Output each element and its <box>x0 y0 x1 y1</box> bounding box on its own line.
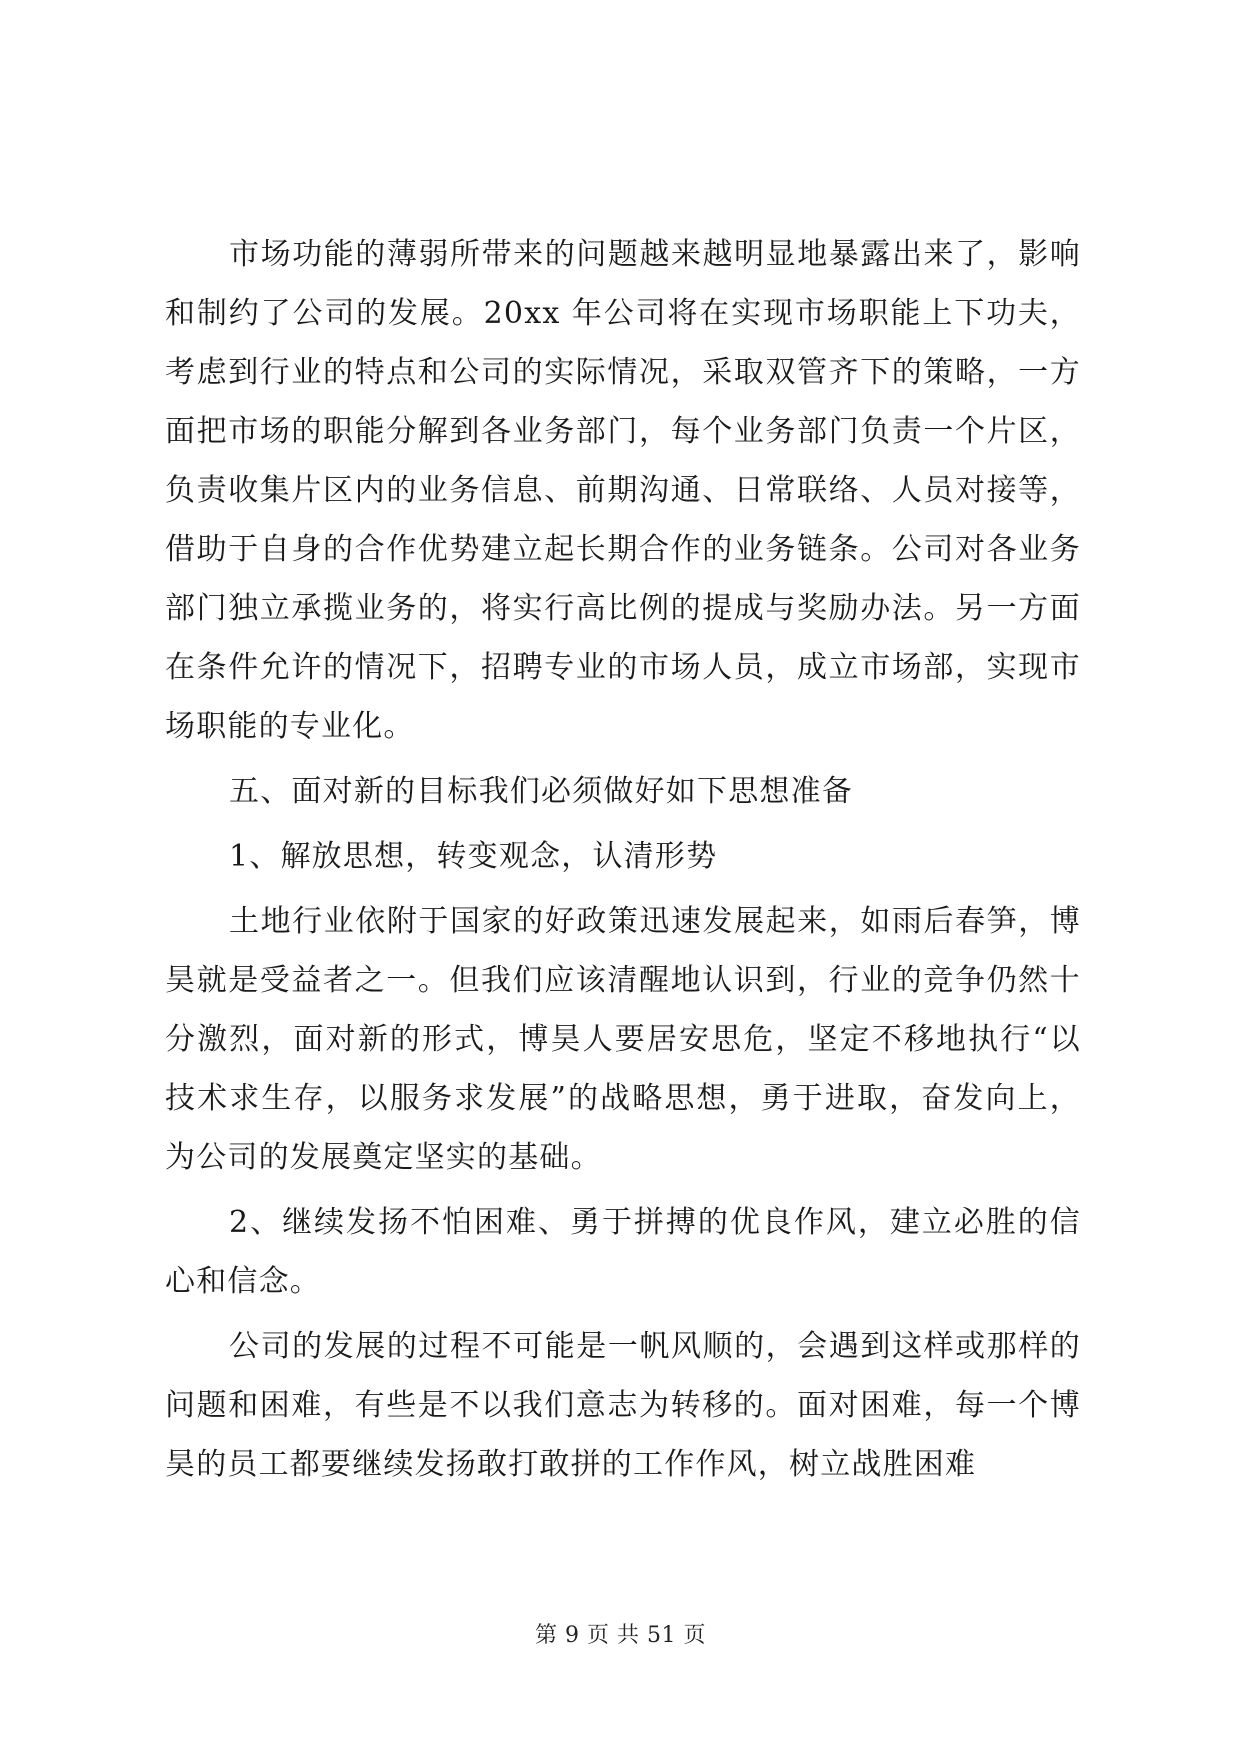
page-number-footer: 第 9 页 共 51 页 <box>535 1623 706 1648</box>
paragraph-industry: 土地行业依附于国家的好政策迅速发展起来，如雨后春笋，博昊就是受益者之一。但我们应该清醒地认识到，行业的竞争仍然十分激烈，面对新的形式，博昊人要居安思危，坚定不移地执行“以技术求生存，以服务求发展”的战略思想，勇于进取，奋发向上，为公司的发展奠定坚实的基础。 <box>165 904 1081 1175</box>
section-heading-five: 五、面对新的目标我们必须做好如下思想准备 <box>229 774 853 809</box>
document-body <box>165 225 1081 1494</box>
paragraph-development: 公司的发展的过程不可能是一帆风顺的，会遇到这样或那样的问题和困难，有些是不以我们意志为转移的。面对困难，每一个博昊的员工都要继续发扬敢打敢拼的工作作风，树立战胜困难 <box>165 1329 1081 1482</box>
subheading-1: 1、解放思想，转变观念，认清形势 <box>229 839 718 874</box>
paragraph-market-function: 市场功能的薄弱所带来的问题越来越明显地暴露出来了，影响和制约了公司的发展。20xx 年公司将在实现市场职能上下功夫，考虑到行业的特点和公司的实际情况，采取双管齐下的策略，一方面把市场的职能分解到各业务部门，每个业务部门负责一个片区，负责收集片区内的业务信息、前期沟通、日常联络、人员对接等，借助于自身的合作优势建立起长期合作的业务链条。公司对各业务部门独立承揽业务的，将实行高比例的提成与奖励办法。另一方面在条件允许的情况下，招聘专业的市场人员，成立市场部，实现市场职能的专业化。 <box>165 237 1081 744</box>
subheading-2: 2、继续发扬不怕困难、勇于拼搏的优良作风，建立必胜的信心和信念。 <box>165 1205 1081 1299</box>
